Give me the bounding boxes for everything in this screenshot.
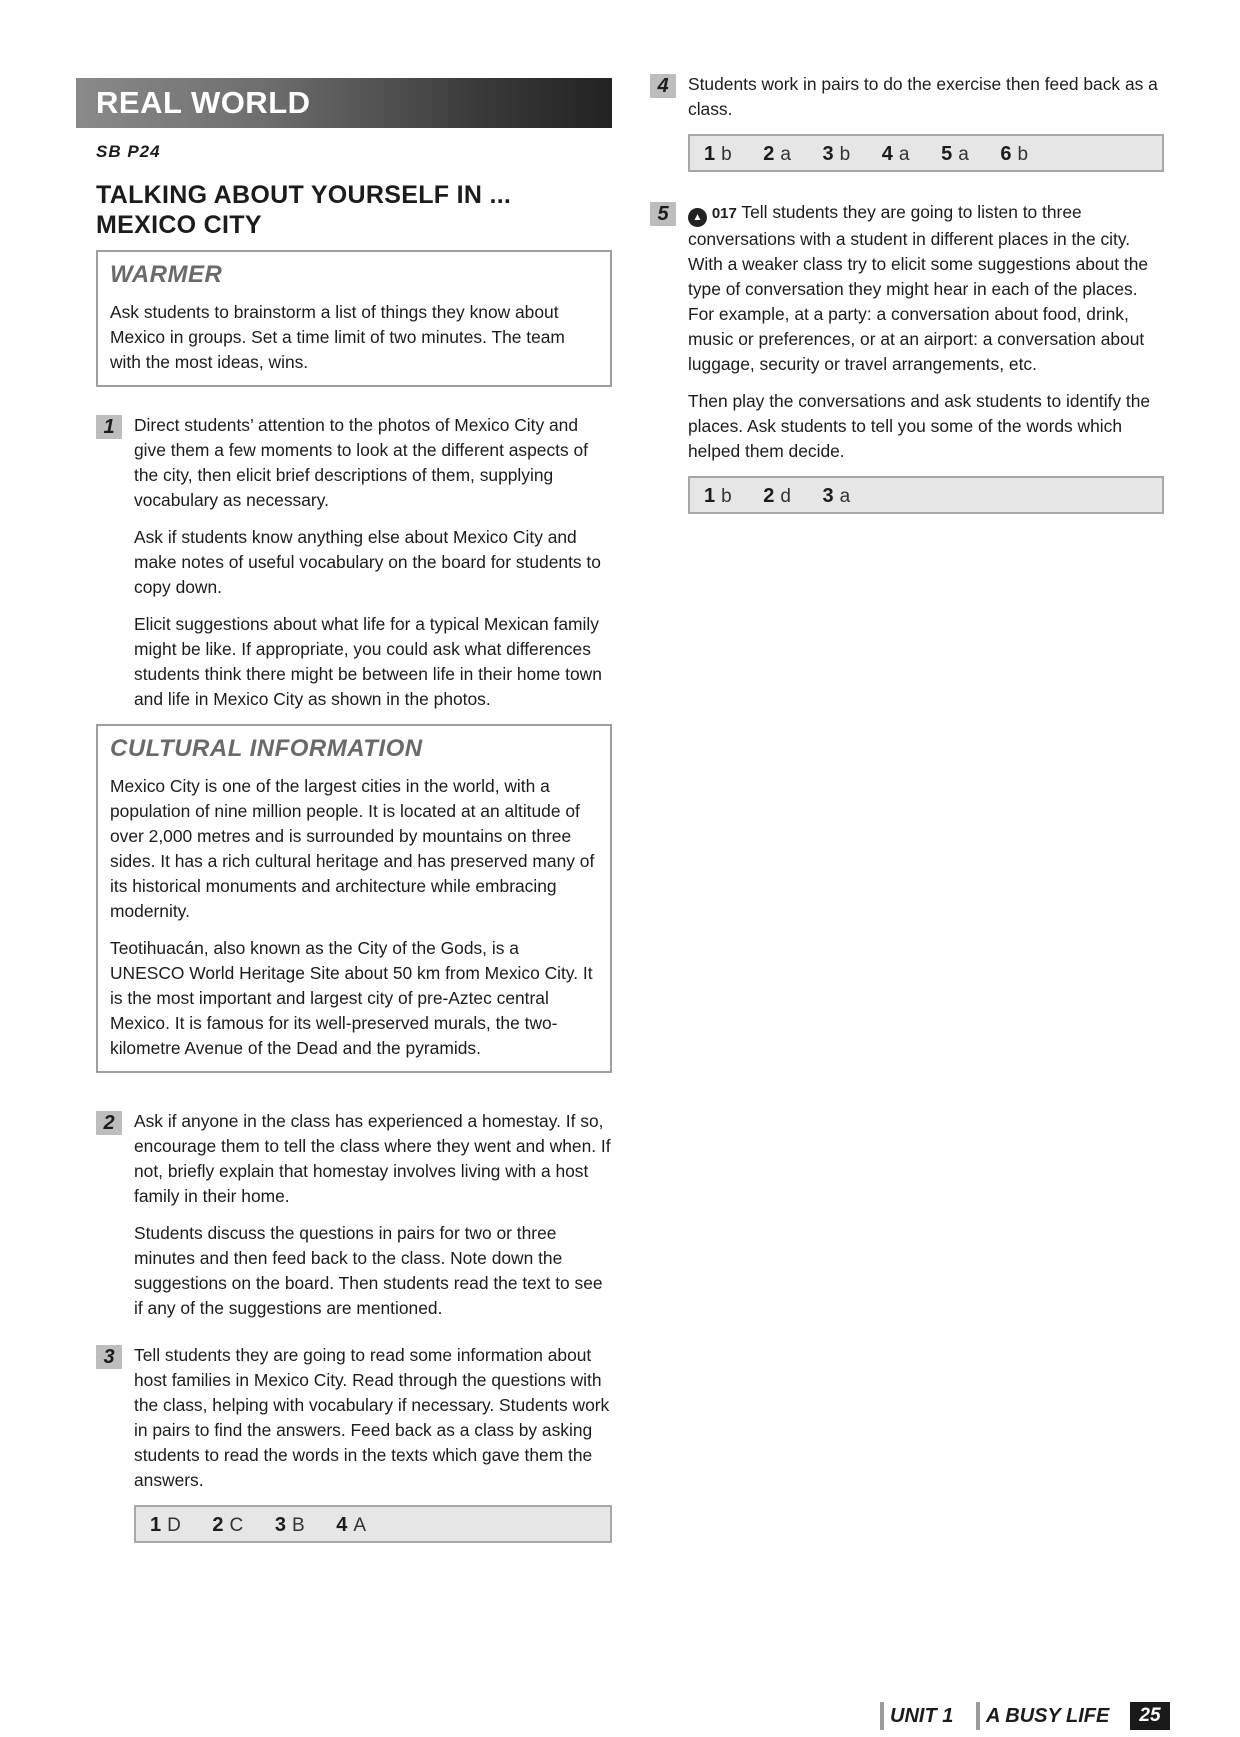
answer-number: 4 [336, 1514, 348, 1536]
audio-icon: ▲ [688, 208, 707, 227]
answer-number: 2 [763, 143, 775, 165]
answer-letter: C [229, 1515, 244, 1536]
answer-number: 4 [881, 143, 893, 165]
step-number: 5 [650, 202, 676, 226]
step-4 [650, 72, 1164, 172]
page-number: 25 [1130, 1702, 1170, 1730]
answer-number: 6 [1000, 143, 1012, 165]
answer-item [336, 1507, 366, 1544]
step-paragraph: Ask if students know anything else about Mexico City and make notes of useful vocabulary on the board for students to copy down. [134, 527, 601, 597]
answer-item [150, 1507, 181, 1544]
step-paragraph [688, 200, 1164, 377]
answer-item [704, 478, 732, 515]
lesson-title [96, 180, 612, 240]
answer-item [763, 136, 791, 173]
answer-letter: B [291, 1515, 305, 1536]
answer-item [823, 478, 851, 515]
answer-number: 2 [212, 1514, 224, 1536]
answer-item [882, 136, 910, 173]
step-paragraph: Students work in pairs to do the exercise then feed back as a class. [688, 74, 1158, 119]
step-paragraph: Ask if anyone in the class has experienced a homestay. If so, encourage them to tell the class where they went and when. If not, briefly explain that homestay involves living with a host family in their home. [134, 1111, 611, 1206]
step-2 [96, 1109, 612, 1321]
answer-item [212, 1507, 243, 1544]
answer-item [275, 1507, 305, 1544]
answer-letter: a [780, 144, 791, 165]
step-paragraph: Students discuss the questions in pairs for two or three minutes and then feed back to the class. Note down the suggestions on the board. Then students read the text to see if any of the suggestions are mentioned. [134, 1223, 603, 1318]
answer-letter: b [1017, 144, 1029, 165]
warmer-heading: WARMER [110, 261, 223, 288]
step-paragraph: Elicit suggestions about what life for a typical Mexican family might be like. If appropriate, you could ask what differences students think there might be between life in their home town and life in Mexico City as shown in the photos. [134, 614, 602, 709]
step-paragraph: Then play the conversations and ask students to identify the places. Ask students to tell you some of the words which helped them decide. [688, 391, 1151, 461]
answer-letter: D [167, 1515, 181, 1536]
step-number: 2 [96, 1111, 122, 1135]
answer-letter: b [721, 486, 732, 507]
answer-number: 1 [150, 1514, 162, 1536]
right-column [650, 72, 1164, 514]
answer-item [763, 478, 791, 515]
left-column [96, 78, 612, 1543]
page-footer [870, 1702, 1170, 1732]
answer-letter: a [958, 144, 969, 165]
answer-number: 5 [941, 143, 953, 165]
footer-unit-title: A BUSY LIFE [976, 1702, 1109, 1730]
answer-number: 2 [763, 485, 775, 507]
lesson-title-line-2: MEXICO CITY [96, 211, 262, 239]
step-number: 1 [96, 415, 122, 439]
answer-item [823, 136, 851, 173]
answer-letter: a [839, 486, 851, 507]
answer-item [1000, 136, 1028, 173]
step-paragraph: Direct students’ attention to the photos of Mexico City and give them a few moments to look at the different aspects of the city, then elicit brief descriptions of them, supplying vocabulary as necessary. [134, 415, 589, 510]
answer-key [134, 1505, 612, 1543]
lesson-title-line-1: TALKING ABOUT YOURSELF IN ... [96, 181, 512, 209]
answer-letter: d [780, 486, 791, 507]
answer-number: 1 [704, 485, 716, 507]
step-text: Tell students they are going to listen to three conversations with a student in different places in the city. With a weaker class try to elicit some suggestions about the type of conversation they might hear in each of the places. For example, at a party: a conversation about food, drink, music or preferences, or at an airport: a conversation about luggage, security or travel arrangements, etc. [688, 202, 1149, 374]
answer-letter: b [839, 144, 851, 165]
answer-number: 1 [704, 143, 716, 165]
answer-key [688, 476, 1164, 514]
warmer-text: Ask students to brainstorm a list of things they know about Mexico in groups. Set a time limit of two minutes. The team with the most ideas, wins. [110, 302, 565, 372]
answer-number: 3 [822, 143, 834, 165]
step-5 [650, 200, 1164, 514]
audio-track-number: 017 [711, 205, 737, 222]
cultural-paragraph: Teotihuacán, also known as the City of the Gods, is a UNESCO World Heritage Site about 50 km from Mexico City. It is the most important and largest city of pre-Aztec central Mexico. It is famous for its well-preserved murals, the two-kilometre Avenue of the Dead and the pyramids. [110, 938, 593, 1058]
section-banner: REAL WORLD [76, 78, 612, 128]
answer-letter: b [721, 144, 732, 165]
answer-letter: a [898, 144, 910, 165]
answer-number: 3 [274, 1514, 286, 1536]
step-1 [96, 413, 612, 712]
step-3 [96, 1343, 612, 1543]
answer-item [941, 136, 969, 173]
student-book-reference: SB P24 [96, 142, 161, 161]
cultural-paragraph: Mexico City is one of the largest cities in the world, with a population of nine million people. It is located at an altitude of over 2,000 metres and is surrounded by mountains on three sides. It has a rich cultural heritage and has preserved many of its historical monuments and architecture while embracing modernity. [110, 776, 595, 921]
step-number: 4 [650, 74, 676, 98]
answer-number: 3 [822, 485, 834, 507]
step-paragraph: Tell students they are going to read some information about host families in Mexico City. Read through the questions with the class, helping with vocabulary if necessary. Students work in pairs to find the answers. Feed back as a class by asking students to read the words in the texts which gave them the answers. [134, 1345, 610, 1490]
answer-letter: A [353, 1515, 367, 1536]
warmer-box [96, 250, 612, 387]
step-number: 3 [96, 1345, 122, 1369]
answer-key [688, 134, 1164, 172]
answer-item [704, 136, 732, 173]
cultural-information-heading: CULTURAL INFORMATION [110, 735, 423, 762]
footer-unit: UNIT 1 [880, 1702, 953, 1730]
cultural-information-box [96, 724, 612, 1073]
